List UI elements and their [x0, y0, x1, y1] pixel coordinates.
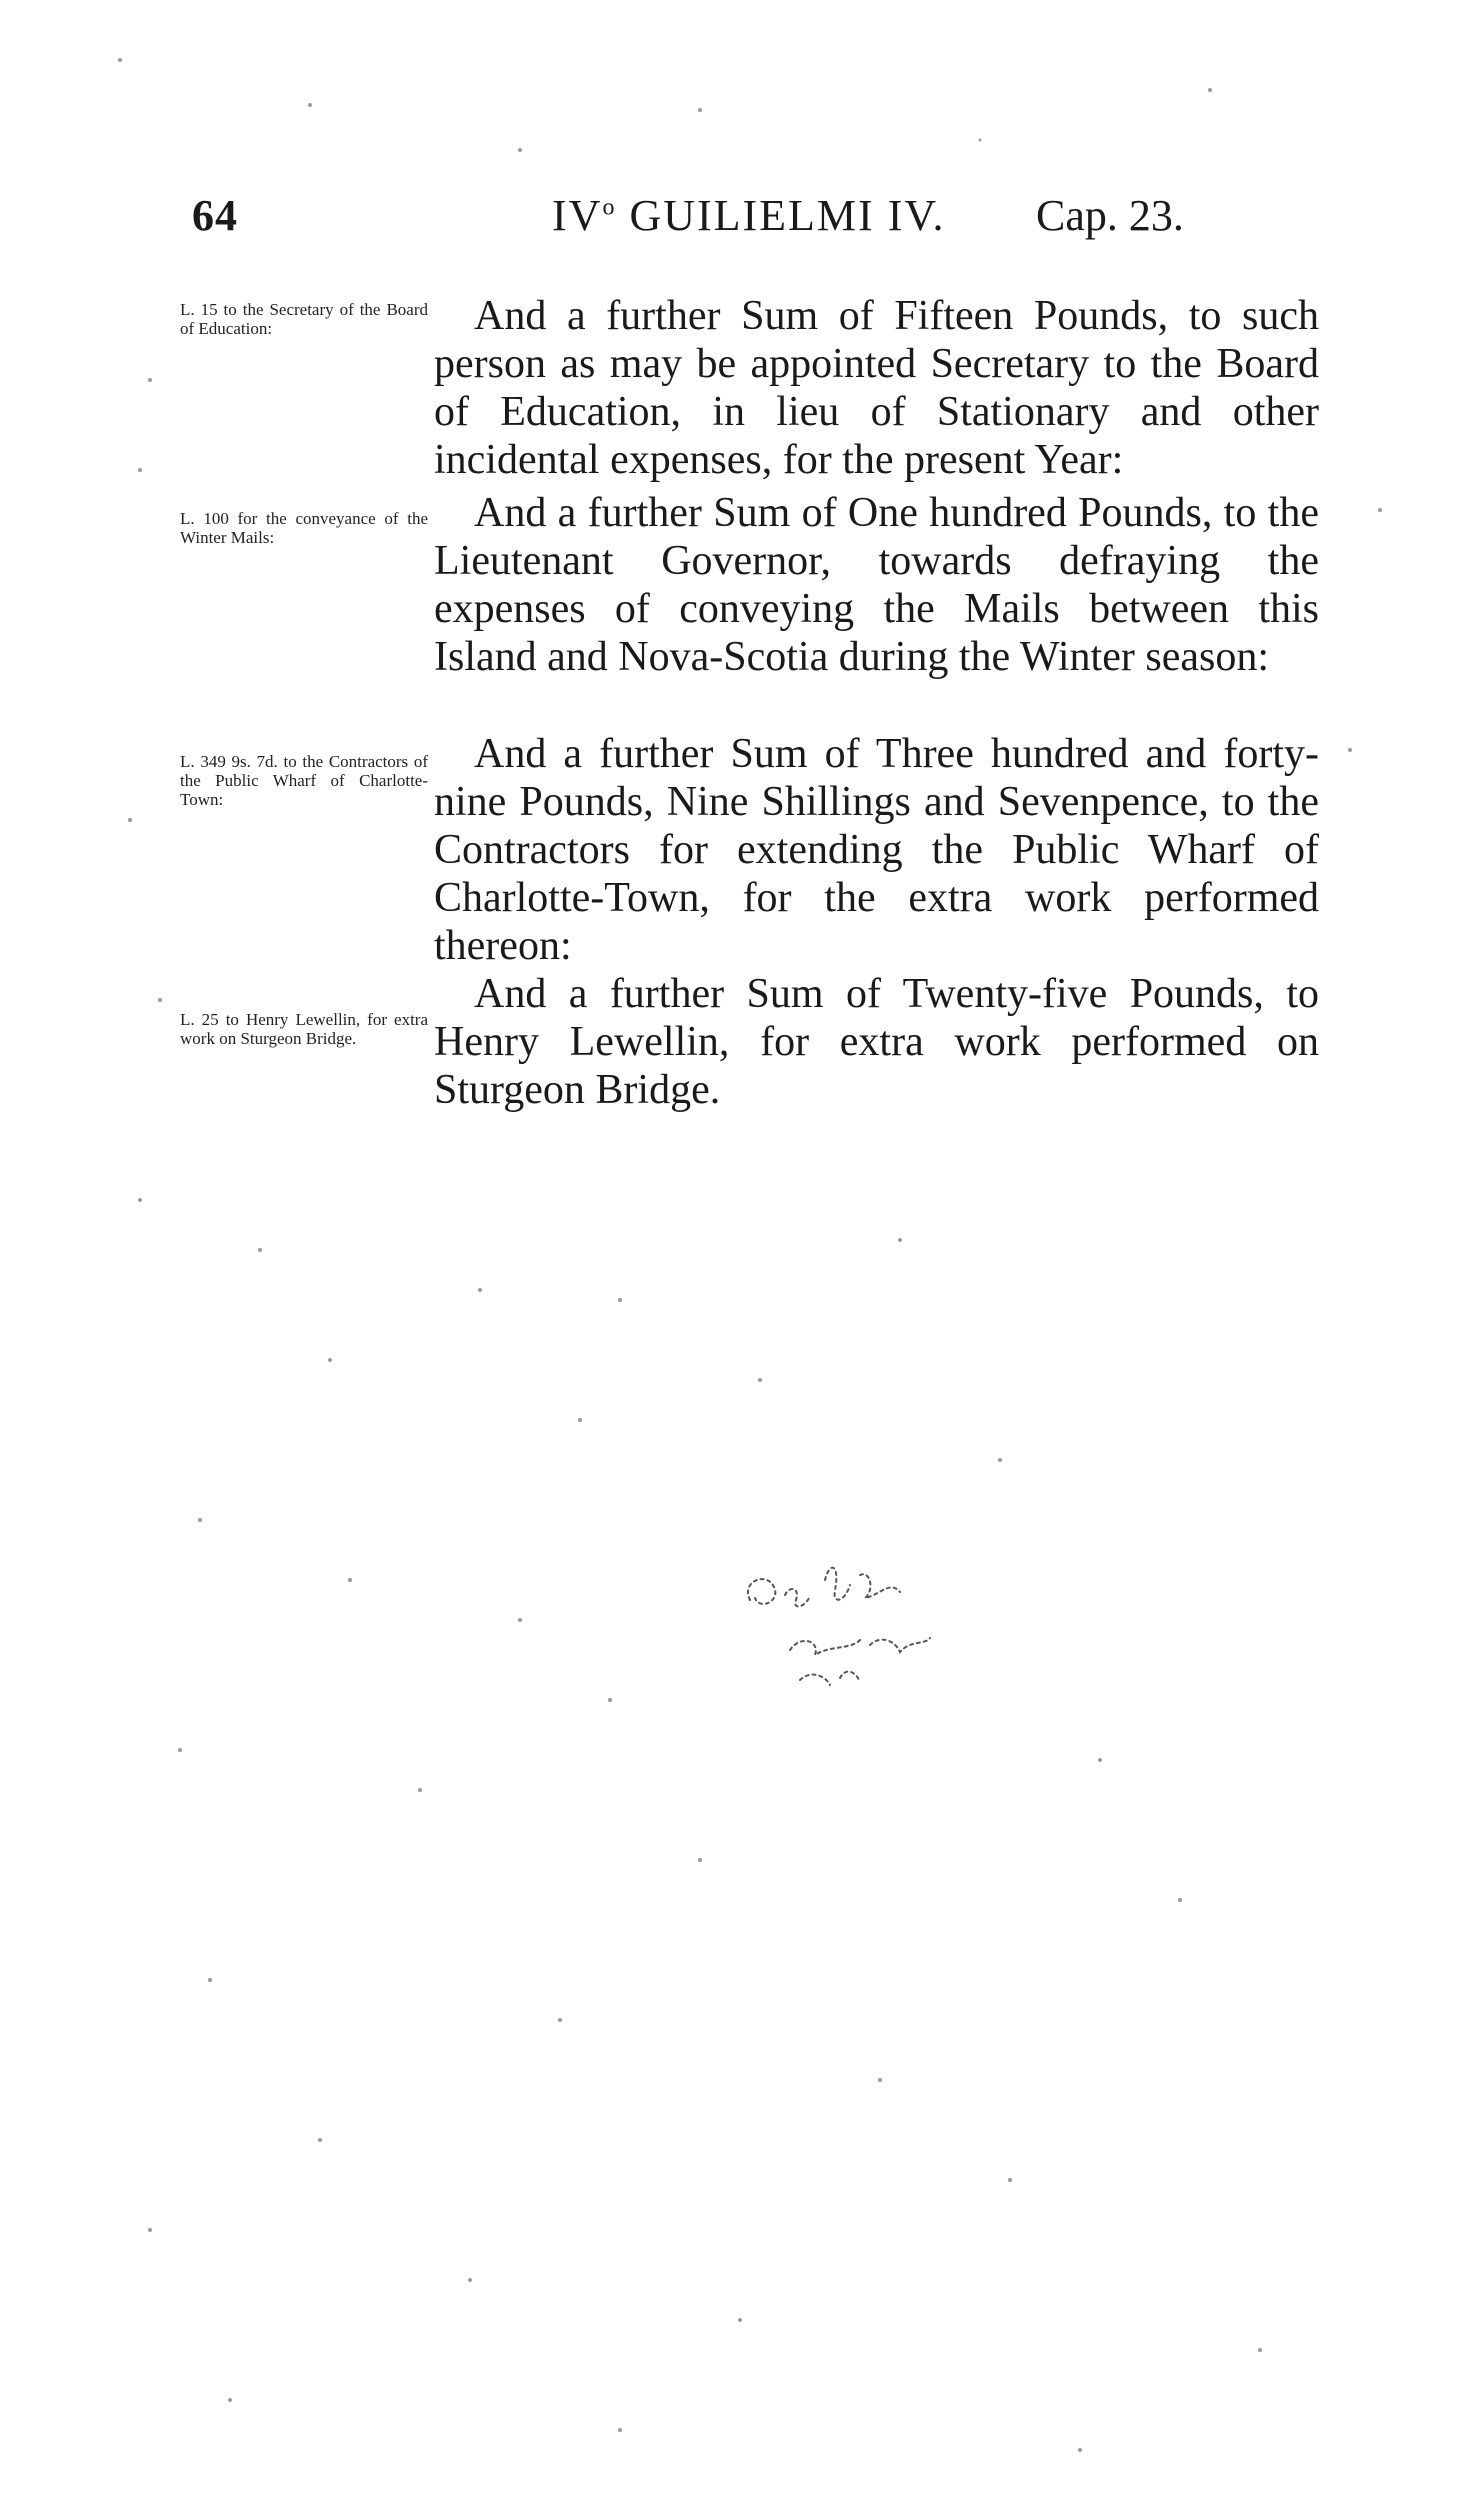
entry-text: And a further Sum of Twenty-five Pounds, to Henry Lewellin, for extra work performed on Sturgeon Bridge.: [434, 971, 1319, 1113]
margin-note: L. 15 to the Secretary of the Board of Education:: [180, 300, 428, 338]
running-title-rest: GUILIELMI IV.: [616, 191, 946, 240]
entry-text: And a further Sum of Three hundred and forty-nine Pounds, Nine Shillings and Sevenpence, to the Contractors for extending the Public Wharf of Charlotte-Town, for the extra work performed thereon:: [434, 731, 1319, 969]
chapter-number: Cap. 23.: [1036, 191, 1184, 240]
handwritten-pencil-mark-icon: [730, 1540, 1010, 1740]
margin-note: L. 349 9s. 7d. to the Contractors of the Public Wharf of Charlotte-Town:: [180, 752, 428, 809]
margin-note: L. 100 for the conveyance of the Winter Mails:: [180, 509, 428, 547]
page-number: 64: [192, 191, 238, 240]
running-title-sup: o: [602, 194, 617, 221]
entry-text: And a further Sum of One hundred Pounds, to the Lieutenant Governor, towards defraying the expenses of conveying the Mails between this Island and Nova-Scotia during the Winter season:: [434, 490, 1319, 680]
entry-text: And a further Sum of Fifteen Pounds, to such person as may be appointed Secretary to the Board of Education, in lieu of Stationary and other incidental expenses, for the present Year:: [434, 293, 1319, 483]
margin-note: L. 25 to Henry Lewellin, for extra work on Sturgeon Bridge.: [180, 1010, 428, 1048]
running-title: [552, 190, 945, 241]
running-head: [0, 190, 1467, 250]
running-title-main: IV: [552, 191, 603, 240]
